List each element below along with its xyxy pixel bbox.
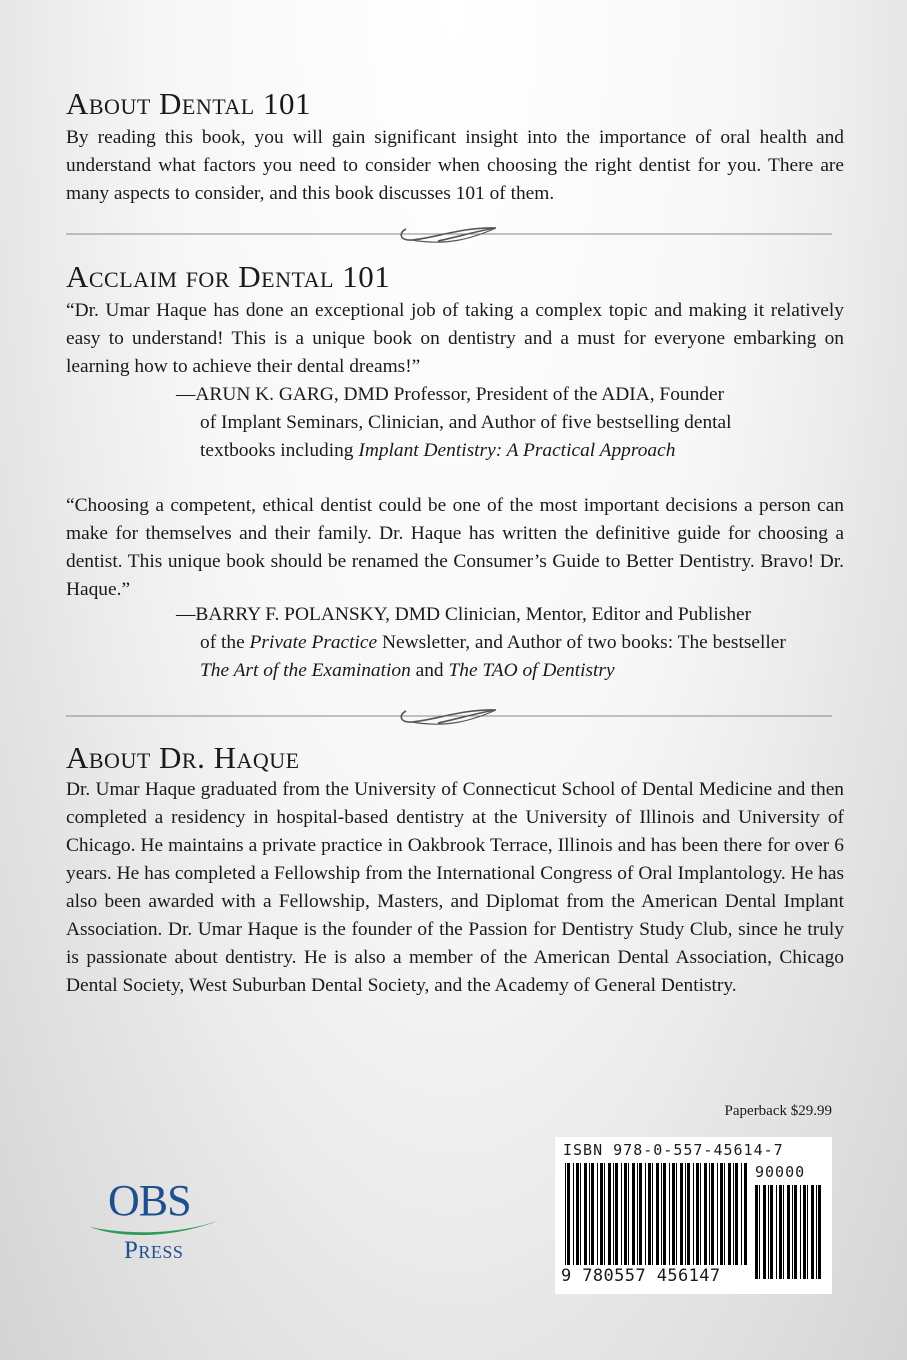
acclaim-heading: Acclaim for Dental 101 [66,259,391,294]
attrib-polansky-line3 [176,657,856,685]
quote-garg: “Dr. Umar Haque has done an exceptional job of taking a complex topic and making it relatively easy to understand! This is a unique book on dentistry and a must for everyone embarking on learning how to achieve their dental dreams!” [66,300,844,377]
isbn-barcode [555,1137,832,1294]
about-author-text: Dr. Umar Haque graduated from the University of Connecticut School of Dental Medicine and then completed a residency in hospital-based dentistry at the University of Illinois and University of Chicago. He maintains a private practice in Oakbrook Terrace, Illinois and has been there for over 6 years. He has completed a Fellowship from the International Congress of Oral Implantology. He has also been awarded with a Fellowship, Masters, and Diplomat from the American Dental Implant Association. Dr. Umar Haque is the founder of the Passion for Dentistry Study Club, since he truly is passionate about dentistry. He is also a member of the American Dental Association, Chicago Dental Society, West Suburban Dental Society, and the Academy of General Dentistry. [66,779,844,996]
ean-digits: 9 780557 456147 [561,1266,721,1286]
title-private-practice: Private Practice [249,632,378,653]
attribution-garg [176,381,856,465]
publisher-name: OBS [108,1176,191,1225]
about-book-text: By reading this book, you will gain significant insight into the importance of oral health and understand what factors you need to consider when choosing the right dentist for you. There are many aspects to consider, and this book discusses 101 of them. [66,127,844,204]
publisher-press: Press [124,1237,184,1264]
attrib-polansky-line2-suffix: Newsletter, and Author of two books: The bestseller [377,632,786,653]
book-title-tao-of-dentistry: The TAO of Dentistry [448,660,615,681]
attrib-garg-line1: —ARUN K. GARG, DMD Professor, President of the ADIA, Founder [176,384,725,405]
price-label: Paperback $29.99 [724,1103,832,1119]
attrib-garg-line3-prefix: textbooks including [200,440,359,461]
attrib-polansky-and: and [410,660,449,681]
attrib-polansky-line1: —BARRY F. POLANSKY, DMD Clinician, Mentor, Editor and Publisher [176,604,752,625]
ornamental-divider [66,701,832,731]
attrib-garg-line3 [176,437,856,465]
attrib-polansky-line2 [176,629,856,657]
attrib-polansky-line2-prefix: of the [200,632,250,653]
about-author-heading: About Dr. Haque [66,740,300,775]
quote-polansky: “Choosing a competent, ethical dentist could be one of the most important decisions a person can make for themselves and their family. Dr. Haque has written the definitive guide for choosing a dentist. This unique book should be renamed the Consumer’s Guide to Better Dentistry. Bravo! Dr. Haque.” [66,495,844,600]
ornamental-divider [66,219,832,249]
attribution-polansky [176,601,856,685]
about-book-heading: About Dental 101 [66,86,311,121]
isbn-text: ISBN 978-0-557-45614-7 [563,1141,784,1159]
attrib-garg-line2: of Implant Seminars, Clinician, and Author of five bestselling dental [200,412,732,433]
barcode-addon-number: 90000 [755,1163,806,1181]
publisher-logo [88,1175,238,1275]
book-title-art-of-examination: The Art of the Examination [200,660,411,681]
book-title-implant-dentistry: Implant Dentistry: A Practical Approach [358,440,676,461]
